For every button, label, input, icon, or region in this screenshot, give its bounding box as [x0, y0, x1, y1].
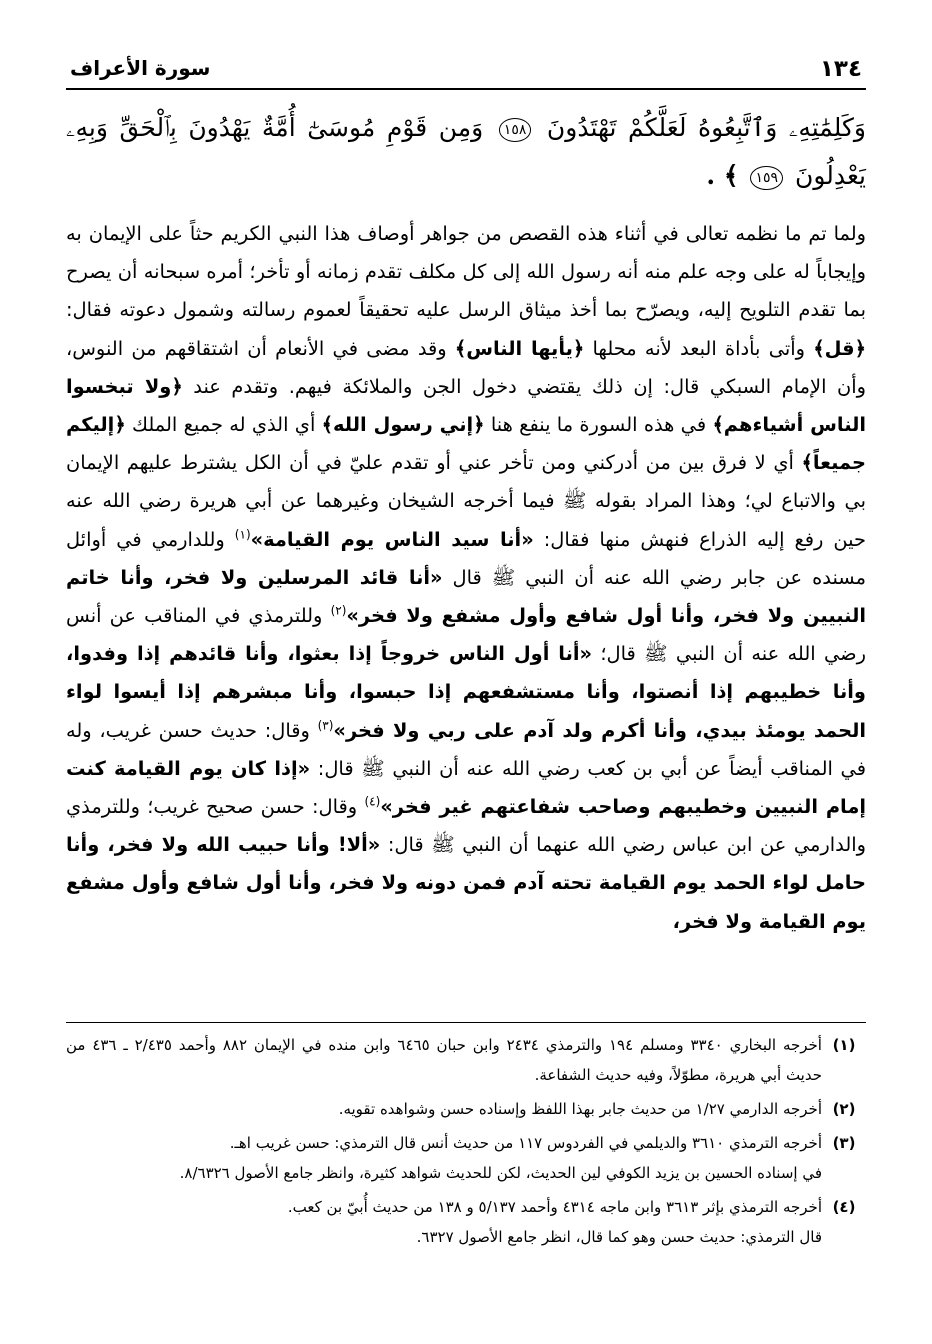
footnote-line: أخرجه الترمذي ٣٦١٠ والديلمي في الفردوس ١١٧ من حديث أنس قال الترمذي: حسن غريب اهـ.: [229, 1134, 822, 1152]
footnote-text: [66, 1128, 822, 1188]
footnote-text: [66, 1094, 822, 1124]
footnote-line: أخرجه الدارمي ١/٢٧ من حديث جابر بهذا اللفظ وإسناده حسن وشواهده تقويه.: [338, 1100, 822, 1118]
quran-verse: [66, 104, 866, 200]
text-segment: وقال: حديث حسن غريب، وله في المناقب أيضاً عن أبي بن كعب رضي الله عنه أن النبي ﷺ قال:: [66, 718, 866, 780]
footnote-1: [66, 1030, 866, 1090]
ayah-marker-159: ١٥٩: [750, 166, 783, 190]
text-segment: وللدارمي في أوائل مسنده عن جابر رضي الله عنه أن النبي ﷺ قال: [66, 527, 866, 589]
footnote-number: (٣): [832, 1134, 856, 1152]
text-segment: وأتى بأداة البعد لأنه محلها: [592, 336, 806, 360]
text-segment: ولما تم ما نظمه تعالى في أثناء هذه القصص من جواهر أوصاف هذا النبي الكريم حثاً على الإيمان به وإيجاباً له على وجه علم منه أنه رسول الله إلى كل مكلف تقدم زمانه أو تأخر؛ أمره سبحانه أن يصرح بما تقدم التلويح إليه، ويصرّح بما أخذ ميثاق الرسل عليه تحقيقاً لعموم رسالته وشمول دعوته فقال:: [66, 222, 866, 322]
quran-quote: ﴿إليكم جميعاً﴾: [66, 413, 866, 475]
hadith-quote: «ألا! وأنا حبيب الله ولا فخر، وأنا حامل لواء الحمد يوم القيامة تحته آدم فمن دونه ولا فخر، وأنا أول شافع وأول مشفع يوم القيامة ولا فخر،: [66, 833, 866, 933]
hadith-quote: «أنا سيد الناس يوم القيامة»: [250, 527, 534, 551]
text-segment: وللترمذي في المناقب عن أنس رضي الله عنه أن النبي ﷺ قال؛: [66, 604, 866, 666]
footnote-number: (٤): [832, 1198, 856, 1216]
footnote-4: [66, 1192, 866, 1252]
text-segment: وقد مضى في الأنعام أن اشتقاقهم من النوس، وأن الإمام السبكي قال: إن ذلك يقتضي دخول الجن والملائكة فيهم. وتقدم عند: [66, 336, 866, 398]
hadith-quote: «أنا أول الناس خروجاً إذا بعثوا، وأنا قائدهم إذا وفدوا، وأنا خطيبهم إذا أنصتوا، وأنا مستشفعهم إذا حبسوا، وأنا مبشرهم إذا أيسوا لواء الحمد يومئذ بيدي، وأنا أكرم ولد آدم على ربي ولا فخر»: [66, 642, 867, 742]
footnote-line: في إسناده الحسين بن يزيد الكوفي لين الحديث، لكن للحديث شواهد كثيرة، وانظر جامع الأصول ٨/٦٣٢٦.: [179, 1164, 822, 1182]
verse-close: ﴾ .: [706, 161, 739, 190]
footnote-number: (٢): [832, 1100, 856, 1118]
verse-text-1: وَكَلِمَٰتِهِۦ وَٱتَّبِعُوهُ لَعَلَّكُمْ تَهْتَدُونَ: [546, 113, 867, 142]
footnote-ref-1[interactable]: (١): [234, 527, 251, 542]
footnote-3: [66, 1128, 866, 1188]
hadith-quote: «إذا كان يوم القيامة كنت إمام النبيين وخطيبهم وصاحب شفاعتهم غير فخر»: [66, 756, 866, 819]
page-number: ١٣٤: [819, 56, 862, 82]
footnote-text: [66, 1030, 822, 1090]
footnote-divider: [66, 1022, 866, 1023]
verse-text-2: وَمِن قَوْمِ مُوسَىٰٓ أُمَّةٌ يَهْدُونَ بِٱلْحَقِّ وَبِهِۦ يَعْدِلُونَ: [66, 113, 866, 190]
footnote-2: [66, 1094, 866, 1124]
page-header: [66, 52, 866, 90]
footnote-ref-2[interactable]: (٢): [330, 603, 347, 618]
footnote-ref-4[interactable]: (٤): [364, 794, 381, 809]
text-segment: أي لا فرق بين من أدركني ومن تأخر عني أو تقدم عليّ في أن الكل يشترط عليهم الإيمان بي والاتباع لي؛ وهذا المراد بقوله ﷺ فيما أخرجه الشيخان وغيرهما عن أبي هريرة رضي الله عنه حين رفع إليه الذراع فنهش منها فقال:: [66, 451, 867, 551]
commentary-text: [66, 215, 866, 941]
footnote-ref-3[interactable]: (٣): [317, 718, 334, 733]
footnote-text: [66, 1192, 822, 1252]
footnote-line: أخرجه البخاري ٣٣٤٠ ومسلم ١٩٤ والترمذي ٢٤٣٤ وابن حبان ٦٤٦٥ وابن منده في الإيمان ٨٨٢ وأحمد ٢/٤٣٥ ـ ٤٣٦ من حديث أبي هريرة، مطوّلاً، وفيه حديث الشفاعة.: [66, 1036, 822, 1084]
quran-quote: ﴿قل﴾: [813, 336, 866, 360]
text-segment: في هذه السورة ما ينفع هنا: [490, 413, 707, 437]
footnote-line: أخرجه الترمذي بإثر ٣٦١٣ وابن ماجه ٤٣١٤ وأحمد ٥/١٣٧ و ١٣٨ من حديث أُبيّ بن كعب.: [287, 1198, 822, 1216]
quran-quote: ﴿ولا تبخسوا الناس أشياءهم﴾: [66, 374, 867, 437]
quran-quote: ﴿إني رسول الله﴾: [321, 413, 485, 437]
surah-title: سورة الأعراف: [70, 56, 211, 80]
footnote-line: قال الترمذي: حديث حسن وهو كما قال، انظر جامع الأصول ٦٣٢٧.: [416, 1228, 822, 1246]
ayah-marker-158: ١٥٨: [499, 118, 532, 142]
text-segment: وقال: حسن صحيح غريب؛ وللترمذي والدارمي عن ابن عباس رضي الله عنهما أن النبي ﷺ قال:: [66, 795, 866, 857]
footnotes: [66, 1030, 866, 1256]
hadith-quote: «أنا قائد المرسلين ولا فخر، وأنا خاتم النبيين ولا فخر، وأنا أول شافع وأول مشفع ولا فخر»: [66, 565, 866, 628]
footnote-number: (١): [832, 1036, 856, 1054]
text-segment: أي الذي له جميع الملك: [132, 413, 316, 437]
quran-quote: ﴿يأيها الناس﴾: [454, 336, 585, 360]
